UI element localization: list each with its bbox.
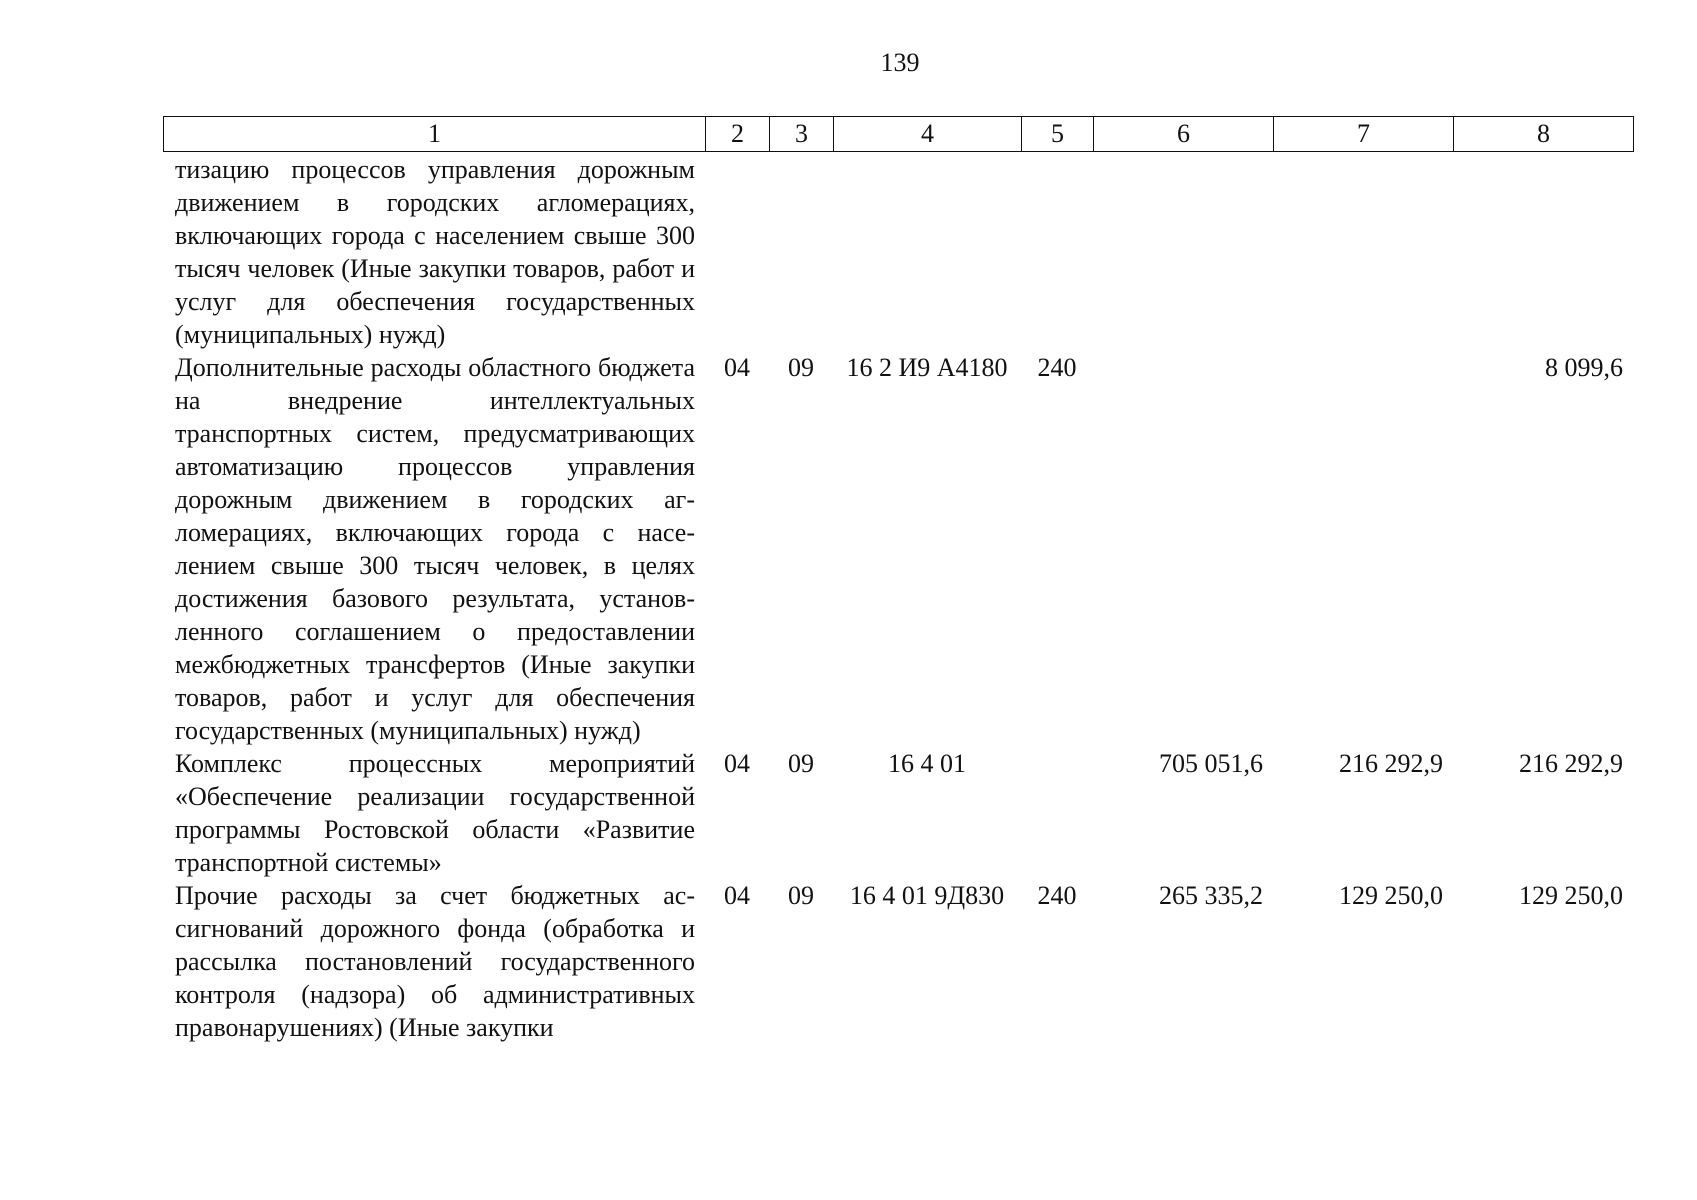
row-expense-type: 240 (1037, 353, 1077, 382)
row-amount-7 (1273, 153, 1453, 351)
header-row (164, 117, 1634, 152)
row-target-code (833, 153, 1021, 351)
row-amount-6: 705 051,6 (1159, 749, 1263, 778)
row-subsection: 09 (788, 881, 814, 910)
row-amount-7: 216 292,9 (1339, 749, 1443, 778)
row-amount-8 (1453, 153, 1633, 351)
header-cell-6: 6 (1094, 117, 1274, 152)
row-subsection: 09 (788, 353, 814, 382)
table-row (163, 747, 1633, 879)
row-amount-8: 129 250,0 (1519, 881, 1623, 910)
row-amount-6 (1093, 153, 1273, 351)
row-section: 04 (724, 749, 750, 778)
header-cell-2: 2 (706, 117, 770, 152)
row-description: Комплекс процессных мероприятий «Обеспечение реализации государственной программы Ростовской области «Развитие транспортной системы» (175, 749, 695, 877)
row-amount-7: 129 250,0 (1339, 881, 1443, 910)
header-cell-1: 1 (164, 117, 706, 152)
table-row (163, 153, 1633, 351)
row-amount-8: 8 099,6 (1545, 353, 1623, 382)
row-amount-8: 216 292,9 (1519, 749, 1623, 778)
row-amount-6 (1093, 351, 1273, 747)
row-section: 04 (724, 881, 750, 910)
table-row (163, 351, 1633, 747)
row-description: Прочие расходы за счет бюджетных ассигнований дорожного фонда (обработка и рассылка постановлений государственного контроля (надзора) об административных правонарушениях) (Иные закупки (175, 881, 695, 1042)
header-cell-7: 7 (1274, 117, 1454, 152)
page-number: 139 (880, 48, 920, 77)
budget-table (163, 153, 1633, 1044)
header-cell-8: 8 (1454, 117, 1634, 152)
row-expense-type (1021, 153, 1093, 351)
row-amount-7 (1273, 351, 1453, 747)
row-expense-type: 240 (1037, 881, 1077, 910)
header-cell-4: 4 (834, 117, 1022, 152)
table-row (163, 879, 1633, 1044)
row-subsection: 09 (788, 749, 814, 778)
row-amount-6: 265 335,2 (1159, 881, 1263, 910)
row-description: тизацию процессов управления дорожным движением в городских агломерациях, включающих города с населением свыше 300 тысяч человек (Иные закупки товаров, работ и услуг для обеспечения государственных (муниципальных) нужд) (175, 155, 695, 349)
row-expense-type (1021, 747, 1093, 879)
header-cell-3: 3 (770, 117, 834, 152)
row-target-code: 16 4 01 (888, 749, 966, 778)
header-cell-5: 5 (1022, 117, 1094, 152)
row-section: 04 (724, 353, 750, 382)
row-description: Дополнительные расходы областного бюджета на внедрение интеллектуальных транспортных систем, предусматривающих автоматизацию процессов управления дорожным движением в городских агломерациях, включающих города с населением свыше 300 тысяч человек, в целях достижения базового результата, установленного соглашением о предоставлении межбюджетных трансфертов (Иные закупки товаров, работ и услуг для обеспечения государственных (муниципальных) нужд) (175, 353, 695, 745)
row-section (705, 153, 769, 351)
row-target-code: 16 4 01 9Д830 (849, 881, 1005, 910)
table-header (163, 116, 1634, 152)
row-target-code: 16 2 И9 А4180 (846, 353, 1008, 382)
row-subsection (769, 153, 833, 351)
